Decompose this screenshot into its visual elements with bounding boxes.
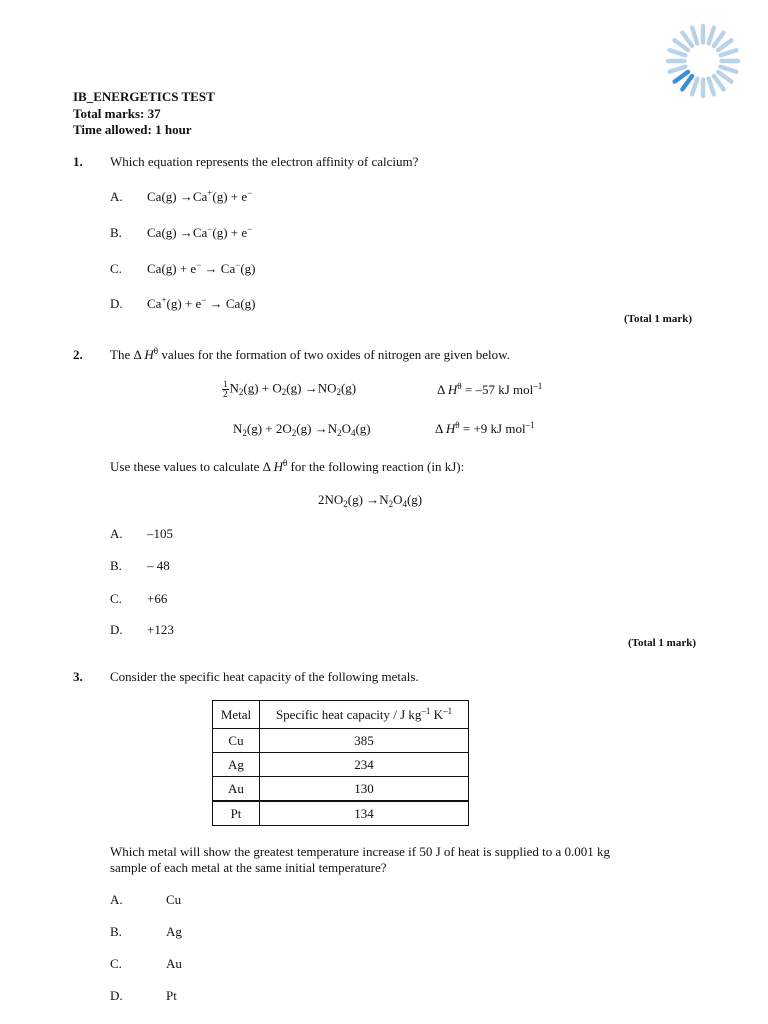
q2-total: (Total 1 mark) [627, 637, 696, 649]
spinner-dash [721, 67, 737, 72]
q3-question-line-2: sample of each metal at the same initial temperature? [110, 860, 387, 875]
table-row [213, 801, 469, 826]
spinner-dash [709, 79, 714, 95]
q3-number: 3. [73, 669, 83, 684]
table-cell-value: 134 [260, 801, 469, 826]
q2-option-a: –105 [147, 526, 173, 541]
q1-option-letter: A. [110, 189, 123, 204]
q2-enthalpy-1: Δ $H^\theta = -57$ kJ mol$^{-1}$ [437, 381, 543, 397]
spinner-dash [670, 67, 686, 72]
q3-option-letter: A. [110, 892, 123, 907]
table-row [213, 729, 469, 753]
time-allowed: Time allowed: 1 hour [73, 122, 192, 137]
spinner-dash [692, 28, 697, 44]
table-cell-metal: Au [213, 777, 260, 802]
table-cell-value: 385 [260, 729, 469, 753]
table-cell-value: 130 [260, 777, 469, 802]
q3-text: Consider the specific heat capacity of the following metals. [110, 669, 419, 684]
spinner-dash [682, 33, 692, 46]
q3-option-b: Ag [166, 924, 182, 939]
q3-option-letter: C. [110, 956, 122, 971]
q2-option-letter: B. [110, 558, 122, 573]
q2-instruction: Use these values to calculate Δ $H^\theta$ for the following reaction (in kJ): [110, 458, 465, 474]
q2-option-letter: D. [110, 622, 123, 637]
table-row [213, 777, 469, 802]
table-row [213, 753, 469, 777]
table-cell-metal: Cu [213, 729, 260, 753]
q2-option-d: +123 [147, 622, 174, 637]
spinner-dash [718, 72, 731, 82]
q2-option-c: +66 [147, 591, 168, 606]
q1-option-d: Ca+(g) + e− → Ca(g) [147, 295, 256, 311]
table-cell-metal: Pt [213, 801, 260, 826]
q2-option-letter: C. [110, 591, 122, 606]
test-title: IB_ENERGETICS TEST [73, 89, 215, 104]
spinner-dash [692, 79, 697, 95]
q3-option-letter: D. [110, 988, 123, 1003]
q2-option-letter: A. [110, 526, 123, 541]
q1-option-b: Ca(g) →Ca−(g) + e− [147, 224, 253, 240]
q2-equation-1: $\frac{1}{2}$ $N_2(g) + O_2(g) \to NO_2(g)$ [223, 379, 357, 399]
q2-intro: The Δ $H^\theta$ values for the formation of two oxides of nitrogen are given below. [110, 346, 510, 362]
table-cell-metal: Ag [213, 753, 260, 777]
q3-question-line-1: Which metal will show the greatest temperature increase if 50 J of heat is supplied to a 0.001 kg [110, 844, 610, 859]
q1-number: 1. [73, 154, 83, 169]
q1-option-letter: C. [110, 261, 122, 276]
spinner-dash [675, 40, 688, 50]
q2-option-b: – 48 [147, 558, 170, 573]
table-header-metal: Metal [213, 701, 260, 729]
q1-option-letter: B. [110, 225, 122, 240]
q1-option-letter: D. [110, 296, 123, 311]
q1-option-a: Ca(g) →Ca+(g) + e− [147, 188, 253, 204]
q2-number: 2. [73, 347, 83, 362]
q3-option-d: Pt [166, 988, 177, 1003]
loading-spinner-icon [664, 22, 742, 100]
spinner-dash [714, 76, 724, 89]
spinner-dash [718, 40, 731, 50]
q3-option-letter: B. [110, 924, 122, 939]
q2-enthalpy-2: Δ $H^\theta = +9$ kJ mol$^{-1}$ [435, 420, 535, 436]
spinner-dash [682, 76, 692, 89]
q1-total: (Total 1 mark) [623, 313, 692, 325]
q3-option-c: Au [166, 956, 182, 971]
q1-text: Which equation represents the electron affinity of calcium? [110, 154, 419, 169]
table-header-heat-capacity: Specific heat capacity / J $kg^{-1}$ $K^{-1}$ [260, 701, 469, 729]
spinner-dash [709, 28, 714, 44]
spinner-dash [670, 50, 686, 55]
q3-option-a: Cu [166, 892, 182, 907]
heat-capacity-table [212, 700, 469, 826]
spinner-dash [675, 72, 688, 82]
q2-equation-2: $N_2(g) + 2O_2(g) \to N_2O_4(g)$ [233, 421, 371, 438]
one-half-fraction: $\frac{1}{2}$ [223, 379, 228, 399]
total-marks: Total marks: 37 [73, 106, 161, 121]
q2-reaction: $2NO_2(g) \to N_2O_4(g)$ [318, 492, 423, 509]
spinner-dash [714, 33, 724, 46]
spinner-dash [721, 50, 737, 55]
table-cell-value: 234 [260, 753, 469, 777]
q1-option-c: Ca(g) + e− → Ca−(g) [147, 260, 256, 276]
